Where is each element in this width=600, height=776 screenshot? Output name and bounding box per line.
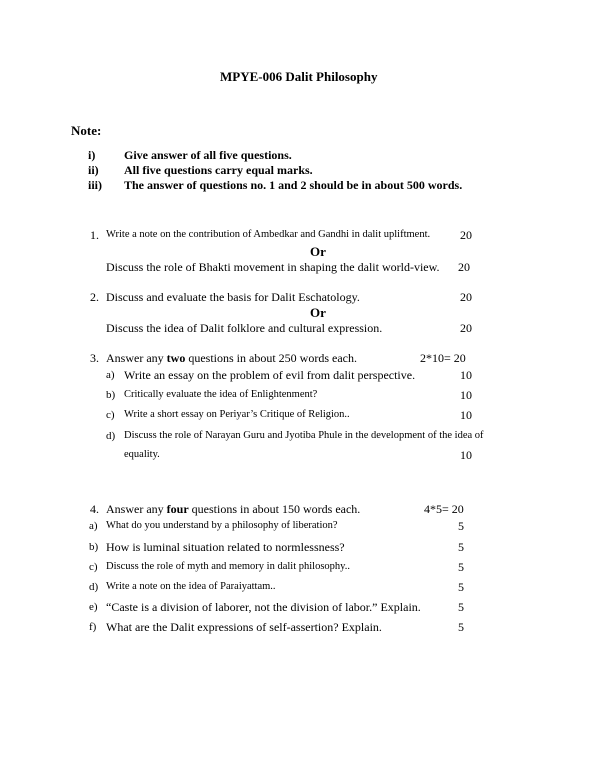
question-marks: 4*5= 20 [424, 502, 464, 516]
sub-question-text: Discuss the role of Narayan Guru and Jyotiba Phule in the development of the idea of [124, 430, 484, 441]
sub-question-text: Write a short essay on Periyar’s Critique of Religion.. [124, 409, 350, 420]
question-marks: 20 [460, 321, 472, 335]
sub-question-text: Discuss the role of myth and memory in dalit philosophy.. [106, 561, 350, 572]
question-number: 4. [90, 502, 99, 516]
question-intro-bold: two [166, 351, 186, 365]
sub-question-marks: 5 [458, 560, 464, 574]
question-text: Discuss the idea of Dalit folklore and cultural expression. [106, 321, 383, 335]
question-intro-post: questions in about 250 words each. [185, 351, 357, 365]
sub-question-label: a) [106, 369, 115, 381]
question-intro [106, 503, 360, 515]
sub-question-label: c) [89, 561, 98, 573]
sub-question-label: c) [106, 409, 115, 421]
instruction-number: ii) [88, 163, 99, 177]
question-text: Discuss and evaluate the basis for Dalit Eschatology. [106, 290, 360, 304]
instruction-text: Give answer of all five questions. [124, 148, 292, 162]
sub-question-text: How is luminal situation related to normlessness? [106, 540, 345, 554]
sub-question-marks: 10 [460, 388, 472, 402]
sub-question-text: What are the Dalit expressions of self-assertion? Explain. [106, 620, 382, 634]
instruction-number: i) [88, 148, 96, 162]
sub-question-label: d) [89, 581, 99, 593]
question-marks: 2*10= 20 [420, 351, 466, 365]
question-number: 3. [90, 351, 99, 365]
sub-question-marks: 5 [458, 600, 464, 614]
sub-question-marks: 5 [458, 519, 464, 533]
question-intro-pre: Answer any [106, 351, 167, 365]
question-number: 1. [90, 228, 99, 242]
sub-question-text: “Caste is a division of laborer, not the division of labor.” Explain. [106, 600, 421, 614]
instruction-number: iii) [88, 178, 102, 192]
sub-question-marks: 10 [460, 448, 472, 462]
question-text: Discuss the role of Bhakti movement in shaping the dalit world-view. [106, 260, 440, 274]
sub-question-label: f) [89, 621, 97, 633]
question-text: Write a note on the contribution of Ambedkar and Gandhi in dalit upliftment. [106, 229, 431, 240]
sub-question-label: e) [89, 601, 98, 613]
sub-question-label: b) [89, 541, 99, 553]
question-marks: 20 [460, 290, 472, 304]
question-intro-pre: Answer any [106, 502, 167, 516]
question-marks: 20 [458, 260, 470, 274]
sub-question-marks: 10 [460, 408, 472, 422]
or-separator: Or [310, 244, 326, 259]
note-label: Note: [71, 123, 102, 138]
sub-question-label: b) [106, 389, 116, 401]
sub-question-marks: 5 [458, 620, 464, 634]
sub-question-text: Write an essay on the problem of evil from dalit perspective. [124, 368, 416, 382]
sub-question-text: Critically evaluate the idea of Enlightenment? [124, 389, 318, 400]
instruction-text: The answer of questions no. 1 and 2 should be in about 500 words. [124, 178, 463, 192]
page-title: MPYE-006 Dalit Philosophy [220, 69, 378, 84]
question-intro-post: questions in about 150 words each. [188, 502, 361, 516]
sub-question-text: Write a note on the idea of Paraiyattam.. [106, 581, 276, 592]
instruction-text: All five questions carry equal marks. [124, 163, 313, 177]
sub-question-label: a) [89, 520, 98, 532]
or-separator: Or [310, 305, 326, 320]
question-intro [106, 352, 357, 364]
sub-question-marks: 5 [458, 540, 464, 554]
sub-question-label: d) [106, 430, 116, 442]
question-marks: 20 [460, 228, 472, 242]
question-number: 2. [90, 290, 99, 304]
sub-question-marks: 10 [460, 368, 472, 382]
sub-question-text-continued: equality. [124, 449, 160, 460]
sub-question-marks: 5 [458, 580, 464, 594]
sub-question-text: What do you understand by a philosophy of liberation? [106, 520, 338, 531]
question-intro-bold: four [166, 502, 189, 516]
